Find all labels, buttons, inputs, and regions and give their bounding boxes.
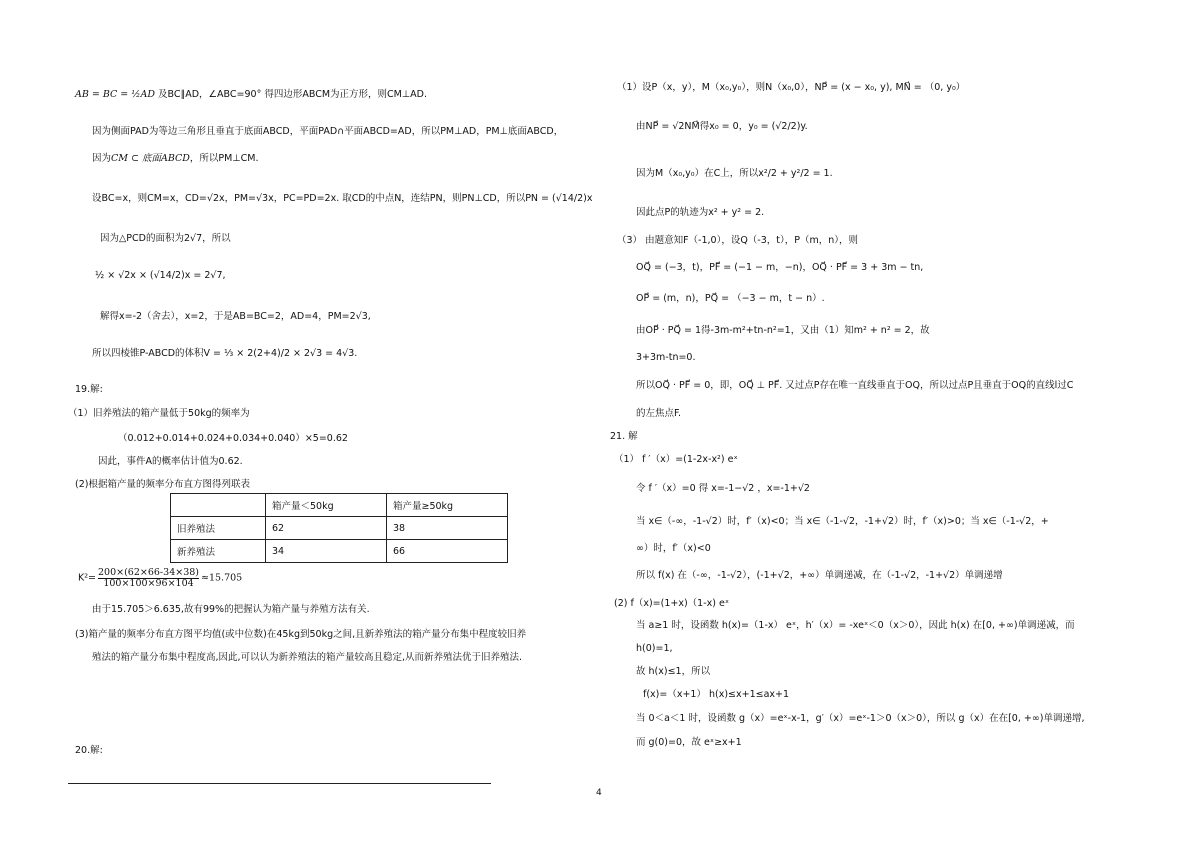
r-dot-product: 由OP⃗ · PQ⃗ = 1得-3m-m²+tn-n²=1，又由（1）知m² + n² = 2，故	[636, 325, 930, 336]
r-part3: （3） 由题意知F（-1,0），设Q（-3，t），P（m，n），则	[617, 235, 858, 246]
q19-part2: (2)根据箱产量的频率分布直方图得列联表	[75, 479, 250, 490]
r-h-le-1: 故 h(x)≤1，所以	[636, 666, 711, 677]
table-cell: 34	[266, 540, 387, 563]
formula-ab-bc: AB = BC = ½AD	[75, 89, 155, 100]
table-cell: 新养殖法	[171, 540, 266, 563]
text-because: 因为	[92, 153, 112, 164]
k2-numerator: 200×(62×66-34×38)	[98, 567, 199, 578]
r-set-p: （1）设P（x，y），M（x₀,y₀），则N（x₀,0），NP⃗ = (x − x₀, y), MN⃗ = （0, y₀）	[617, 82, 966, 93]
q19-part1-calc: （0.012+0.014+0.024+0.034+0.040）×5=0.62	[118, 433, 348, 444]
footer-rule	[68, 783, 491, 784]
formula-cm-subset: CM ⊂ 底面ABCD	[111, 153, 190, 164]
r-oq-pf: OQ⃗ = (−3，t)，PF⃗ = (−1 − m，−n)，OQ⃗ · PF⃗ = 3 + 3m − tn,	[636, 262, 924, 273]
contingency-table	[170, 493, 508, 563]
table-cell: 箱产量＜50kg	[266, 494, 387, 517]
line-solve-x: 解得x=-2（舍去），x=2，于是AB=BC=2，AD=4，PM=2√3,	[100, 311, 371, 322]
table-cell: 66	[387, 540, 508, 563]
q19-part1-result: 因此，事件A的概率估计值为0.62.	[98, 456, 243, 467]
line-area-eq: ½ × √2x × (√14/2)x = 2√7,	[95, 270, 226, 281]
k2-denominator: 100×100×96×104	[103, 578, 194, 589]
r-h0: h(0)=1,	[636, 643, 673, 654]
r-intervals-cont: ∞）时，f′（x)<0	[636, 543, 711, 554]
table-row	[171, 540, 508, 563]
table-cell: 旧养殖法	[171, 517, 266, 540]
r-perp: 所以OQ⃗ · PF⃗ = 0，即，OQ⃗ ⊥ PF⃗. 又过点P存在唯一直线垂直于OQ，所以过点P且垂直于OQ的直线l过C	[636, 380, 1074, 391]
r-case1: 当 a≥1 时，设函数 h(x)=（1-x） eˣ，h′（x）= -xeˣ＜0（x＞0），因此 h(x) 在[0, +∞)单调递减，而	[636, 620, 1075, 631]
q19-part3-b: 殖法的箱产量分布集中程度高,因此,可以认为新养殖法的箱产量较高且稳定,从而新养殖法优于旧养殖法.	[92, 652, 523, 663]
q19-heading: 19.解:	[75, 384, 103, 395]
q19-part2-conclusion: 由于15.705＞6.635,故有99%的把握认为箱产量与养殖方法有关.	[92, 604, 370, 615]
r-intervals: 当 x∈（-∞，-1-√2）时，f′（x)<0；当 x∈（-1-√2，-1+√2）时，f′（x)>0；当 x∈（-1-√2，+	[636, 516, 1049, 527]
r-case2: 当 0＜a＜1 时，设函数 g（x）=eˣ-x-1，g′（x）=eˣ-1＞0（x＞0），所以 g（x）在在[0, +∞)单调递增,	[636, 713, 1085, 724]
r-trajectory: 因此点P的轨迹为x² + y² = 2.	[636, 207, 765, 218]
q19-part3-a: (3)箱产量的频率分布直方图平均值(或中位数)在45kg到50kg之间,且新养殖法的箱产量分布集中程度较旧养	[75, 629, 527, 640]
table-row	[171, 517, 508, 540]
r-g0: 而 g(0)=0，故 eˣ≥x+1	[636, 737, 742, 748]
line-set-bc: 设BC=x，则CM=x，CD=√2x，PM=√3x，PC=PD=2x. 取CD的中点N，连结PN，则PN⊥CD，所以PN = (√14/2)x	[92, 193, 593, 204]
text-pm-cm: ，所以PM⊥CM.	[189, 153, 259, 164]
q21-heading: 21. 解	[610, 431, 638, 442]
r-derivative: （1） f ′（x）=(1-2x-x²) eˣ	[614, 454, 738, 465]
line-pm-perp: 因为侧面PAD为等边三角形且垂直于底面ABCD，平面PAD∩平面ABCD=AD，所以PM⊥AD，PM⊥底面ABCD，	[92, 126, 564, 137]
table-cell: 62	[266, 517, 387, 540]
k2-prefix: K²=	[78, 572, 96, 584]
q19-part1: （1）旧养殖法的箱产量低于50kg的频率为	[68, 408, 250, 419]
text-square: 及BC∥AD，∠ABC=90° 得四边形ABCM为正方形，则CM⊥AD.	[157, 89, 427, 100]
table-cell: 箱产量≥50kg	[387, 494, 508, 517]
q20-heading: 20.解:	[75, 745, 103, 756]
page-number: 4	[596, 788, 602, 798]
table-header-row	[171, 494, 508, 517]
r-m-on-c: 因为M（x₀,y₀）在C上，所以x²/2 + y²/2 = 1.	[636, 168, 833, 179]
r-zeroes: 令 f ′（x）=0 得 x=-1−√2 ，x=-1+√2	[636, 483, 810, 494]
line-pm-cm	[92, 152, 258, 166]
k2-formula	[78, 568, 242, 589]
r-part2: (2) f（x)=(1+x)（1-x) eˣ	[614, 598, 730, 609]
r-monotonic: 所以 f(x) 在（-∞，-1-√2），(-1+√2，+∞）单调递减，在（-1-√2，-1+√2）单调递增	[636, 570, 1003, 581]
table-cell	[171, 494, 266, 517]
r-np-nm: 由NP⃗ = √2NM⃗得x₀ = 0，y₀ = (√2/2)y.	[636, 121, 808, 132]
r-fx-ineq: f(x)=（x+1） h(x)≤x+1≤ax+1	[643, 689, 790, 700]
r-focus: 的左焦点F.	[636, 408, 681, 419]
r-eq: 3+3m-tn=0.	[636, 352, 696, 363]
r-op-pq: OP⃗ = (m，n)，PQ⃗ = （−3 − m，t − n）.	[636, 293, 825, 304]
k2-result: ≈15.705	[201, 572, 243, 584]
line-area: 因为△PCD的面积为2√7，所以	[100, 233, 231, 244]
line-volume: 所以四棱锥P-ABCD的体积V = ⅓ × 2(2+4)/2 × 2√3 = 4√3.	[92, 348, 358, 359]
line-square-proof	[75, 88, 427, 102]
table-cell: 38	[387, 517, 508, 540]
